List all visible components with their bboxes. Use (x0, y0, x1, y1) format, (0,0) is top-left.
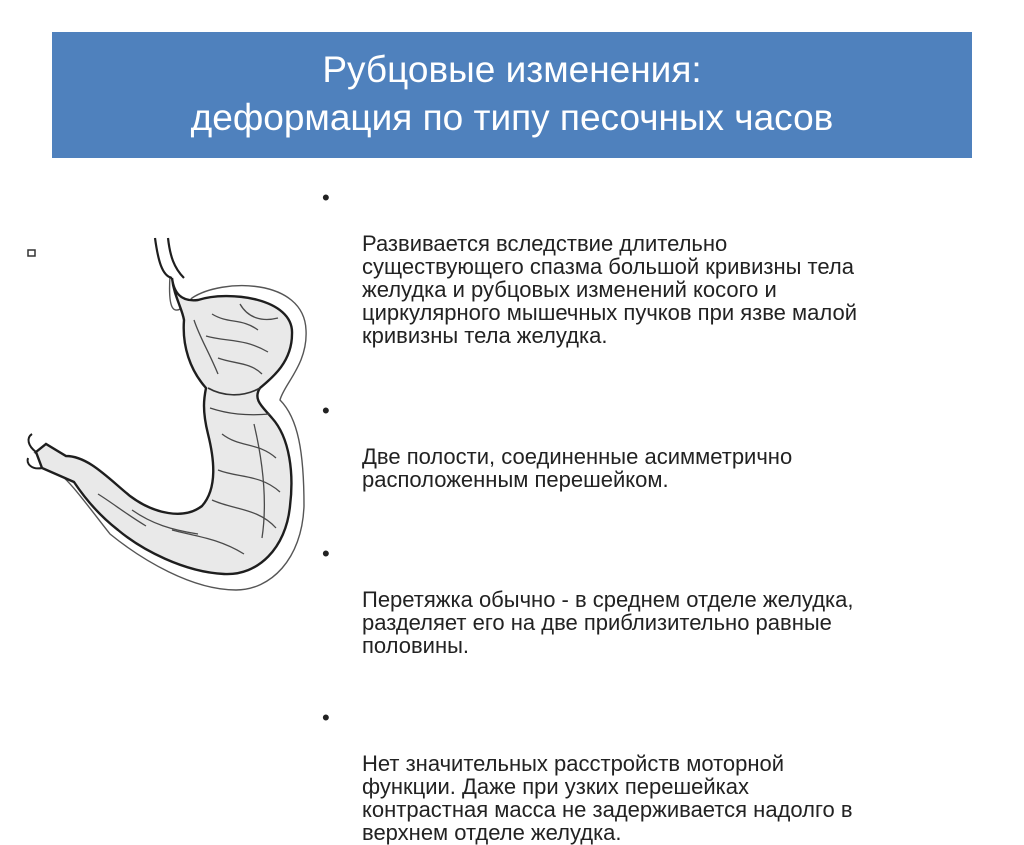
hourglass-stomach-illustration (22, 238, 322, 608)
bullet-item (318, 186, 998, 347)
esophagus-right-wall (168, 238, 184, 278)
bullet-text: Две полости, соединенные асимметрично расположенным перешейком. (362, 444, 793, 492)
bullet-item (318, 399, 998, 491)
duodenum-upper (29, 434, 36, 452)
title-band (52, 32, 972, 158)
slide-title-line-1: Рубцовые изменения: (322, 49, 702, 90)
bullet-item (318, 706, 998, 844)
bullet-marker: • (322, 185, 330, 210)
bullet-text: Нет значительных расстройств моторной функции. Даже при узких перешейках контрастная масса не задерживается надолго в верхнем отделе желудка. (362, 751, 853, 845)
bullet-marker: • (322, 705, 330, 730)
bullet-text: Развивается вследствие длительно существующего спазма большой кривизны тела желудка и рубцовых изменений косого и циркулярного мышечных пучков при язве малой кривизны тела желудка. (362, 231, 857, 348)
bullet-marker: • (322, 398, 330, 423)
bullet-item (318, 542, 998, 657)
small-marker-icon (28, 250, 35, 256)
bullet-text: Перетяжка обычно - в среднем отделе желудка, разделяет его на две приблизительно равные половины. (362, 587, 854, 658)
bullet-list (318, 186, 998, 844)
stomach-body (36, 278, 292, 574)
slide-title-line-2: деформация по типу песочных часов (190, 97, 834, 138)
bullet-marker: • (322, 541, 330, 566)
